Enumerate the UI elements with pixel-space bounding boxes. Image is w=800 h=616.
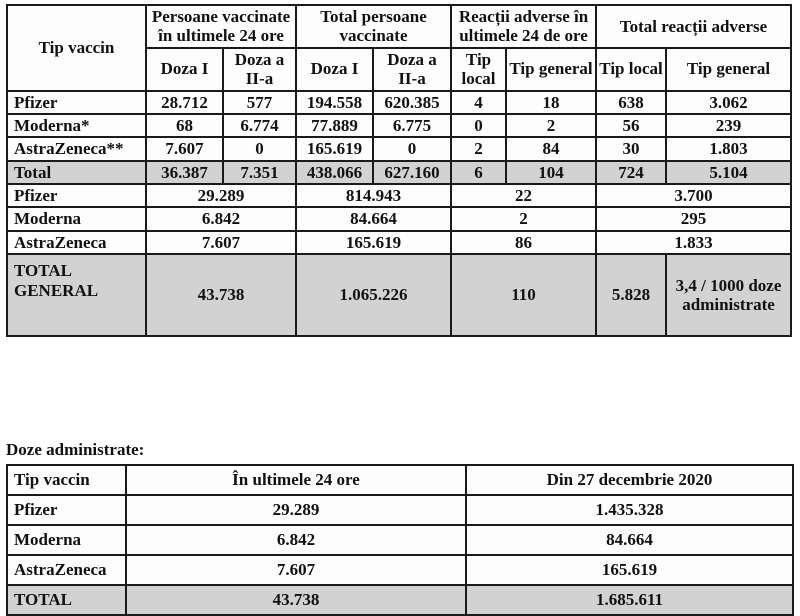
cell-total-vaccinated: 84.664 (296, 207, 451, 230)
cell-total-reactions: 3.700 (596, 184, 791, 207)
table-row (7, 114, 791, 137)
header-doza-ii-recent: Doza a II-a (223, 48, 296, 91)
cell-vaccine-name: Moderna* (7, 114, 146, 137)
cell-general-recent: 2 (506, 114, 596, 137)
cell-total-general-recent-vaccinated: 43.738 (146, 254, 296, 336)
cell-vaccine-name: Pfizer (7, 184, 146, 207)
cell-vaccine-name: Moderna (7, 207, 146, 230)
cell-total-reactions: 295 (596, 207, 791, 230)
cell-recent-reactions: 22 (451, 184, 596, 207)
cell-total-vaccinated: 165.619 (296, 231, 451, 254)
cell-local-recent: 4 (451, 91, 506, 114)
cell-vaccine-name: Pfizer (7, 91, 146, 114)
table-row-total (7, 161, 791, 184)
cell-dose2-recent: 7.351 (223, 161, 296, 184)
cell-total-general-label: TOTAL GENERAL (7, 254, 146, 336)
cell-dose1-recent: 7.607 (146, 137, 223, 160)
doses-table-row (7, 495, 793, 525)
cell-vaccine-name: AstraZeneca (7, 231, 146, 254)
cell-recent-reactions: 2 (451, 207, 596, 230)
cell-general-total: 3.062 (666, 91, 791, 114)
cell-local-total: 638 (596, 91, 666, 114)
cell-recent-vaccinated: 6.842 (146, 207, 296, 230)
cell-total-general-reactions-local: 5.828 (596, 254, 666, 336)
doses-cell-since: 84.664 (466, 525, 793, 555)
doses-administered-table (6, 464, 794, 616)
cell-general-recent: 84 (506, 137, 596, 160)
cell-general-recent: 104 (506, 161, 596, 184)
header-tip-local-recent: Tip local (451, 48, 506, 91)
doses-header-ultimele-24-ore: În ultimele 24 ore (126, 465, 466, 495)
cell-total-reactions: 1.833 (596, 231, 791, 254)
cell-local-total: 30 (596, 137, 666, 160)
cell-general-total: 5.104 (666, 161, 791, 184)
doses-cell-since: 165.619 (466, 555, 793, 585)
cell-total-general-recent-reactions: 110 (451, 254, 596, 336)
doses-cell-recent: 6.842 (126, 525, 466, 555)
cell-dose2-total: 620.385 (373, 91, 451, 114)
doses-cell-recent: 43.738 (126, 585, 466, 615)
doses-cell-vaccine-name: TOTAL (7, 585, 126, 615)
doses-cell-vaccine-name: Pfizer (7, 495, 126, 525)
header-tip-general-recent: Tip general (506, 48, 596, 91)
cell-dose1-recent: 36.387 (146, 161, 223, 184)
table-row-total-general (7, 254, 791, 336)
header-row-groups (7, 5, 791, 48)
doses-header-tip-vaccin: Tip vaccin (7, 465, 126, 495)
cell-dose1-total: 194.558 (296, 91, 373, 114)
doses-cell-recent: 7.607 (126, 555, 466, 585)
header-tip-vaccin: Tip vaccin (7, 5, 146, 91)
cell-dose2-total: 0 (373, 137, 451, 160)
cell-total-vaccinated: 814.943 (296, 184, 451, 207)
cell-vaccine-name: AstraZeneca** (7, 137, 146, 160)
doses-section-caption: Doze administrate: (6, 440, 145, 459)
cell-dose2-recent: 0 (223, 137, 296, 160)
cell-total-general-total-vaccinated: 1.065.226 (296, 254, 451, 336)
cell-total-general-reactions-rate: 3,4 / 1000 doze administrate (666, 254, 791, 336)
header-group-total-reactii-adverse: Total reacții adverse (596, 5, 791, 48)
doses-header-row (7, 465, 793, 495)
table-row (7, 137, 791, 160)
header-doza-i-total: Doza I (296, 48, 373, 91)
cell-general-total: 1.803 (666, 137, 791, 160)
cell-recent-vaccinated: 29.289 (146, 184, 296, 207)
header-tip-local-total: Tip local (596, 48, 666, 91)
header-doza-ii-total: Doza a II-a (373, 48, 451, 91)
header-group-persoane-vaccinate-24h: Persoane vaccinate în ultimele 24 ore (146, 5, 296, 48)
table-row (7, 91, 791, 114)
doses-cell-since: 1.435.328 (466, 495, 793, 525)
header-tip-general-total: Tip general (666, 48, 791, 91)
cell-general-total: 239 (666, 114, 791, 137)
cell-dose1-total: 165.619 (296, 137, 373, 160)
doses-table-row (7, 525, 793, 555)
cell-dose2-recent: 577 (223, 91, 296, 114)
table-row-combined (7, 184, 791, 207)
vaccination-summary-table (6, 4, 792, 337)
table-row-combined (7, 231, 791, 254)
cell-local-recent: 0 (451, 114, 506, 137)
cell-local-recent: 2 (451, 137, 506, 160)
cell-local-total: 56 (596, 114, 666, 137)
cell-local-recent: 6 (451, 161, 506, 184)
cell-vaccine-name: Total (7, 161, 146, 184)
cell-general-recent: 18 (506, 91, 596, 114)
cell-recent-vaccinated: 7.607 (146, 231, 296, 254)
doses-table-row (7, 555, 793, 585)
cell-local-total: 724 (596, 161, 666, 184)
doses-table-row-total (7, 585, 793, 615)
cell-dose1-total: 77.889 (296, 114, 373, 137)
doses-cell-recent: 29.289 (126, 495, 466, 525)
doses-cell-vaccine-name: Moderna (7, 525, 126, 555)
cell-dose1-recent: 28.712 (146, 91, 223, 114)
header-group-total-persoane-vaccinate: Total persoane vaccinate (296, 5, 451, 48)
table-row-combined (7, 207, 791, 230)
header-group-reactii-adverse-24h: Reacții adverse în ultimele 24 de ore (451, 5, 596, 48)
cell-dose1-total: 438.066 (296, 161, 373, 184)
doses-cell-vaccine-name: AstraZeneca (7, 555, 126, 585)
doses-header-din-27-decembrie: Din 27 decembrie 2020 (466, 465, 793, 495)
cell-dose2-total: 627.160 (373, 161, 451, 184)
cell-dose2-recent: 6.774 (223, 114, 296, 137)
cell-recent-reactions: 86 (451, 231, 596, 254)
cell-dose2-total: 6.775 (373, 114, 451, 137)
cell-dose1-recent: 68 (146, 114, 223, 137)
header-doza-i-recent: Doza I (146, 48, 223, 91)
doses-cell-since: 1.685.611 (466, 585, 793, 615)
